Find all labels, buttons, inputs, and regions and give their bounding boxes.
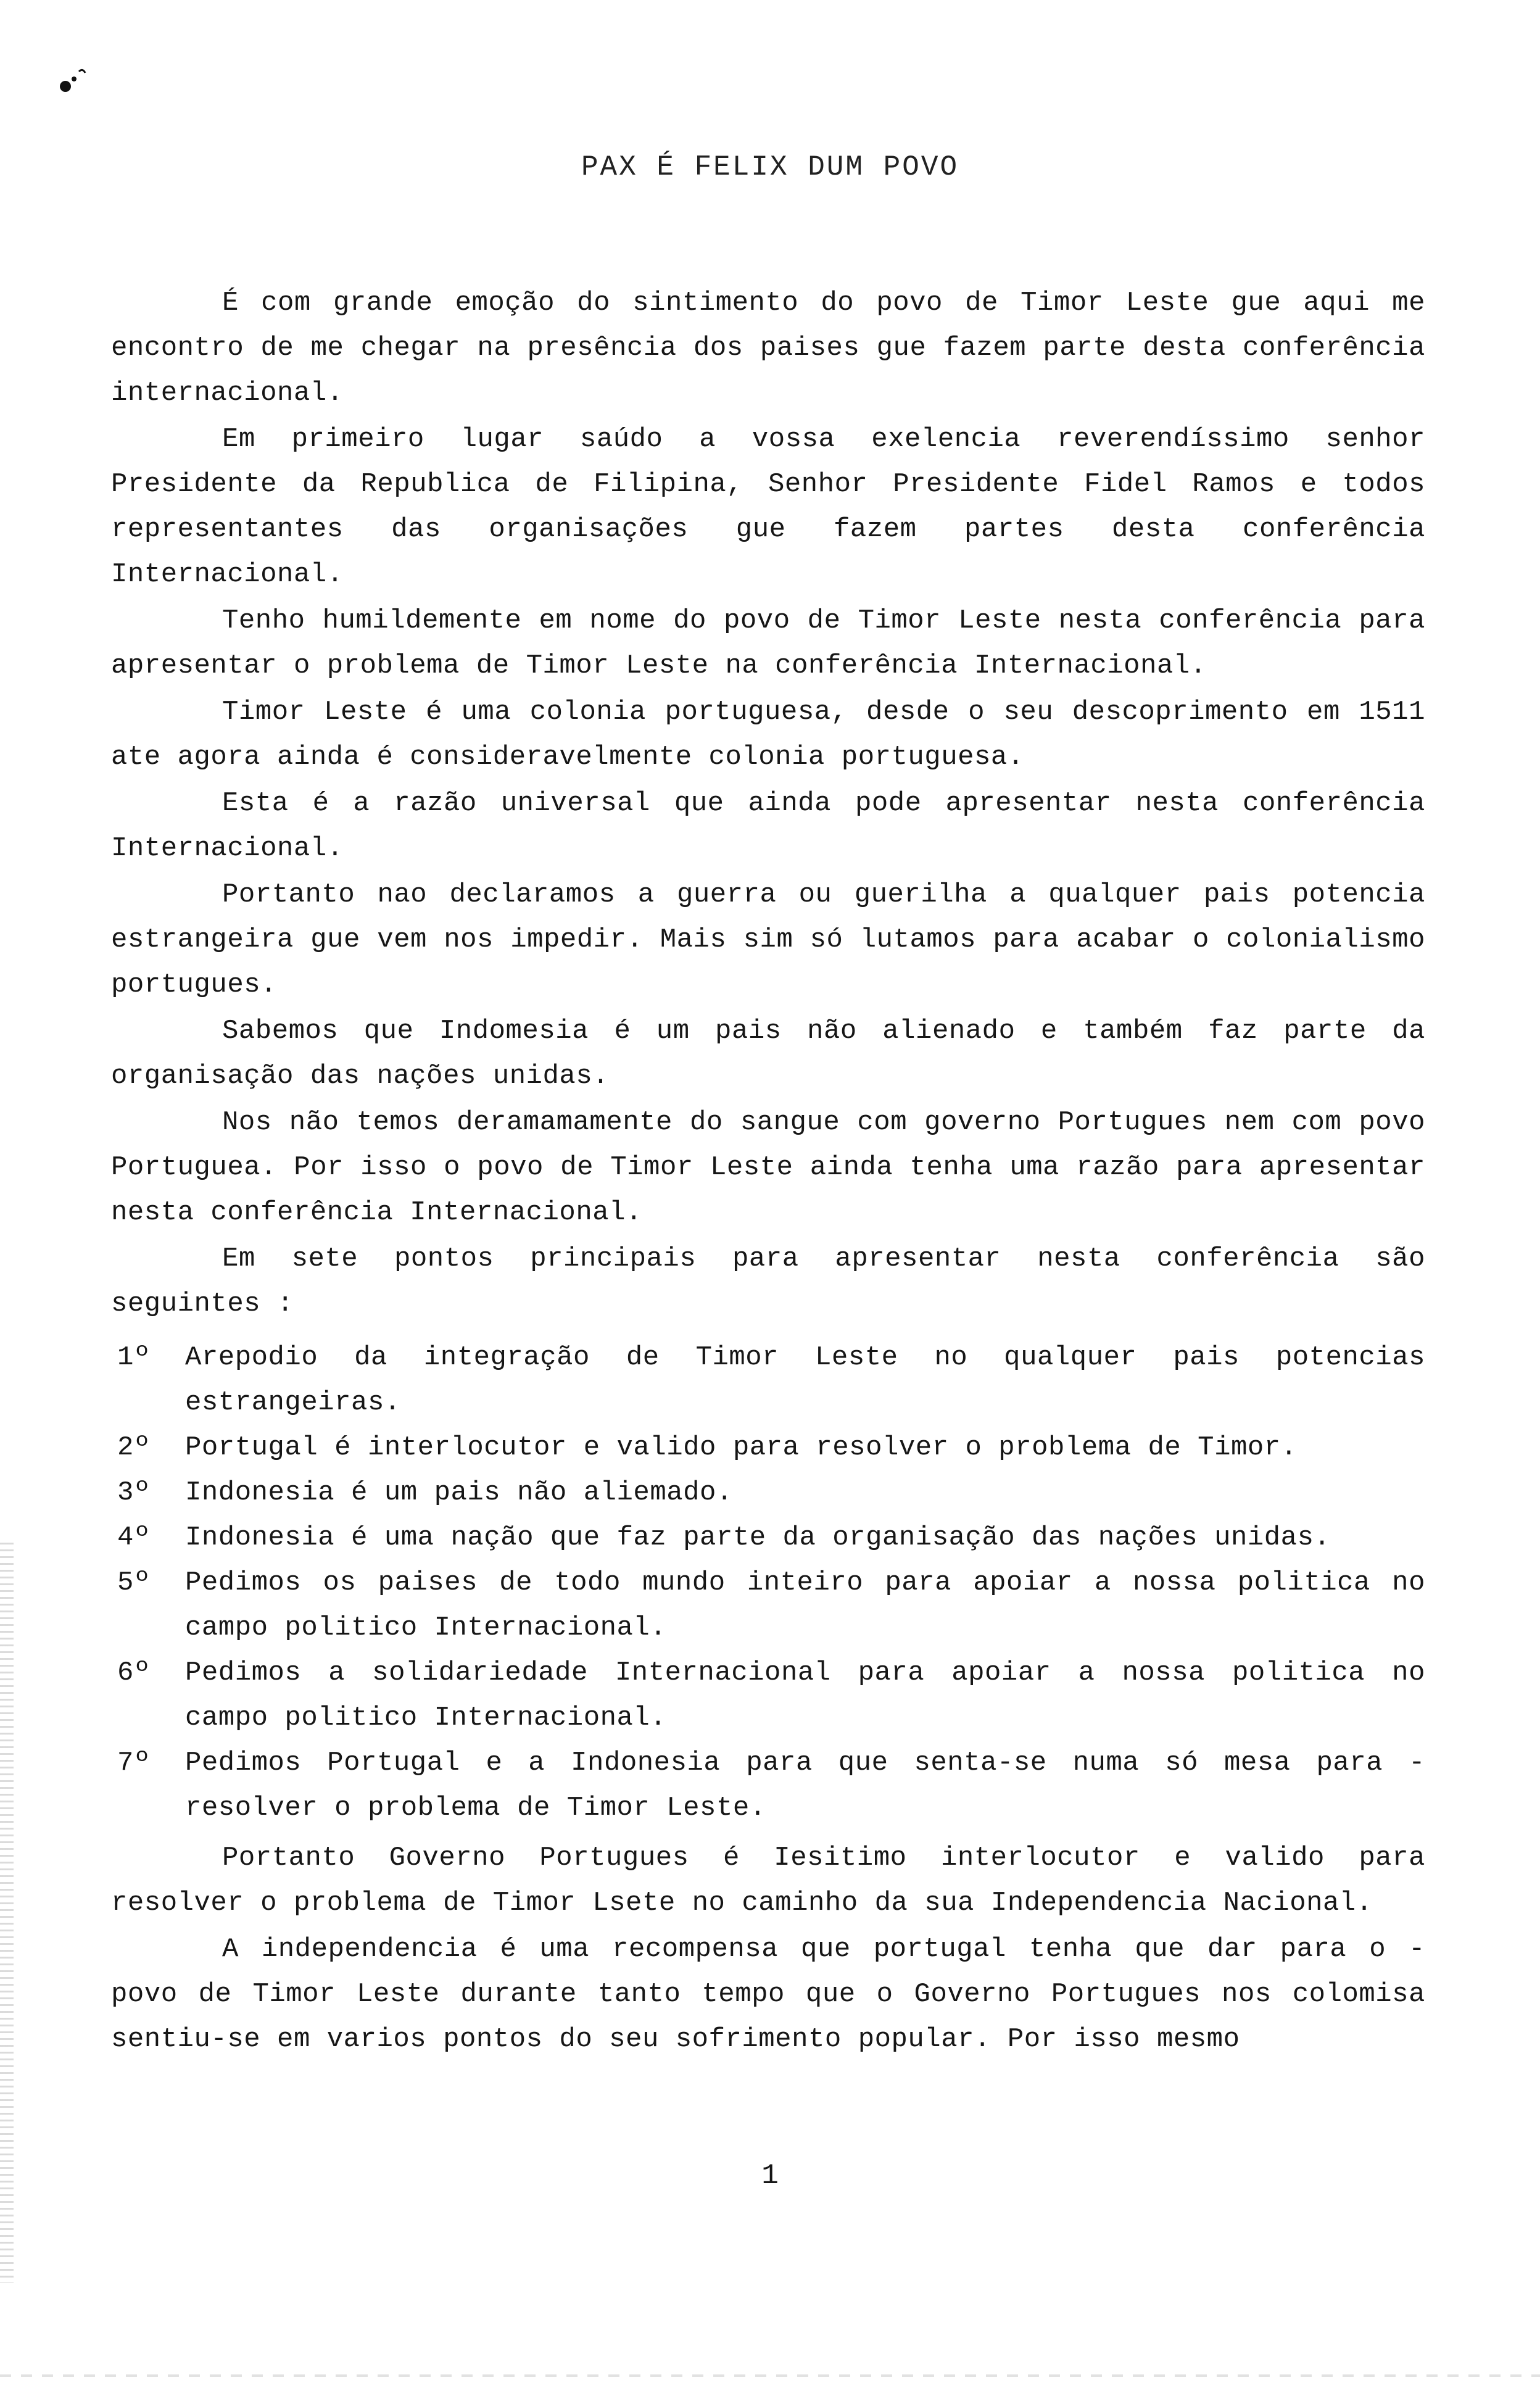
paragraph: É com grande emoção do sintimento do povo de Timor Leste gue aqui me encontro de me chegar na presência dos paises gue fazem parte desta conferência internacional.: [111, 288, 1425, 408]
page-number: 1: [761, 2160, 779, 2192]
paragraph: Sabemos que Indomesia é um pais não alienado e também faz parte da organisação das nações unidas.: [111, 1016, 1425, 1092]
paragraph: Esta é a razão universal que ainda pode apresentar nesta conferência Internacional.: [111, 788, 1425, 864]
list-item-number: 4º: [117, 1522, 151, 1553]
list-item-text: Pedimos a solidariedade Internacional para apoiar a nossa politica no campo politico Internacional.: [185, 1657, 1425, 1733]
list-item-number: 1º: [117, 1342, 151, 1373]
paragraph: Nos não temos deramamamente do sangue com governo Portugues nem com povo Portuguea. Por isso o povo de Timor Leste ainda tenha uma razão para apresentar nesta conferência Internacional.: [111, 1107, 1425, 1228]
paragraph: Portanto nao declaramos a guerra ou guerilha a qualquer pais potencia estrangeira gue vem nos impedir. Mais sim só lutamos para acabar o colonialismo portugues.: [111, 879, 1425, 1000]
list-item: [111, 1561, 1425, 1651]
list-item-number: 7º: [117, 1747, 151, 1778]
points-list: [111, 1335, 1425, 1831]
list-item: [111, 1470, 1425, 1515]
list-item-number: 5º: [117, 1567, 151, 1598]
list-item-text: Portugal é interlocutor e valido para resolver o problema de Timor.: [185, 1432, 1298, 1463]
scan-edge-artifact: [0, 1543, 14, 2283]
list-item-number: 2º: [117, 1432, 151, 1463]
list-item: [111, 1425, 1425, 1470]
paragraph: Em sete pontos principais para apresentar nesta conferência são seguintes :: [111, 1243, 1425, 1319]
list-item: [111, 1741, 1425, 1831]
paragraph: A independencia é uma recompensa que portugal tenha que dar para o - povo de Timor Leste durante tanto tempo que o Governo Portugues nos colomisa sentiu-se em varios pontos do seu sofrimento popular. Por isso mesmo: [111, 1934, 1425, 2055]
list-item: [111, 1515, 1425, 1561]
list-item-text: Indonesia é um pais não aliemado.: [185, 1477, 733, 1508]
paragraph: Em primeiro lugar saúdo a vossa exelencia reverendíssimo senhor Presidente da Republica de Filipina, Senhor Presidente Fidel Ramos e todos representantes das organisações gue fazem partes desta conferência Internacional.: [111, 424, 1425, 590]
list-item: [111, 1651, 1425, 1741]
list-item-text: Indonesia é uma nação que faz parte da organisação das nações unidas.: [185, 1522, 1331, 1553]
list-item-number: 6º: [117, 1657, 151, 1688]
list-item-number: 3º: [117, 1477, 151, 1508]
scan-bottom-edge: [0, 2374, 1540, 2377]
paragraph: Portanto Governo Portugues é Iesitimo interlocutor e valido para resolver o problema de Timor Lsete no caminho da sua Independencia Nacional.: [111, 1843, 1425, 1918]
list-item: [111, 1335, 1425, 1425]
document-body: [111, 281, 1425, 2063]
ink-blot-icon: [56, 62, 93, 99]
list-item-text: Pedimos Portugal e a Indonesia para que senta-se numa só mesa para - resolver o problema de Timor Leste.: [185, 1747, 1425, 1823]
list-item-text: Pedimos os paises de todo mundo inteiro para apoiar a nossa politica no campo politico Internacional.: [185, 1567, 1425, 1643]
paragraph: Timor Leste é uma colonia portuguesa, desde o seu descoprimento em 1511 ate agora ainda é consideravelmente colonia portuguesa.: [111, 697, 1425, 773]
document-title: PAX É FELIX DUM POVO: [581, 151, 959, 183]
paragraph: Tenho humildemente em nome do povo de Timor Leste nesta conferência para apresentar o problema de Timor Leste na conferência Internacional.: [111, 605, 1425, 681]
list-item-text: Arepodio da integração de Timor Leste no qualquer pais potencias estrangeiras.: [185, 1342, 1425, 1418]
